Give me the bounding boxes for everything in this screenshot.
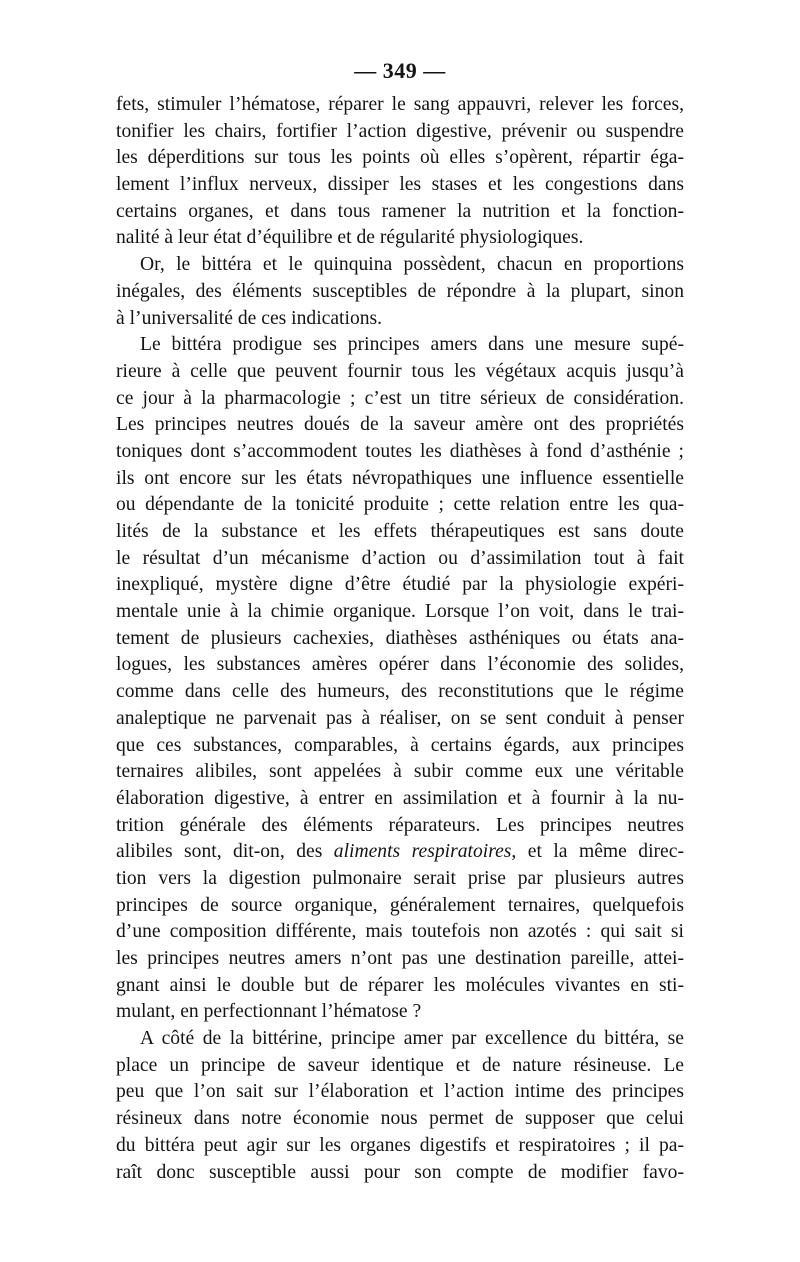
text-line: résineux dans notre économie nous permet de supposer que celui xyxy=(116,1108,684,1130)
text-line: raît donc susceptible aussi pour son compte de modifier favo- xyxy=(116,1161,684,1183)
text-line: ce jour à la pharmacologie ; c’est un titre sérieux de considération. xyxy=(116,387,684,409)
text-line: analeptique ne parvenait pas à réaliser, on se sent conduit à penser xyxy=(116,707,684,729)
text-line: les déperditions sur tous les points où elles s’opèrent, répartir éga- xyxy=(116,147,684,169)
text-line: rieure à celle que peuvent fournir tous les végétaux acquis jusqu’à xyxy=(116,360,684,382)
text-line: le résultat d’un mécanisme d’action ou d’assimilation tout à fait xyxy=(116,547,684,569)
text-line: gnant ainsi le double but de réparer les molécules vivantes en sti- xyxy=(116,974,684,996)
text-line: lement l’influx nerveux, dissiper les stases et les congestions dans xyxy=(116,174,684,196)
text-line: trition générale des éléments réparateurs. Les principes neutres xyxy=(116,814,684,836)
text-line: fets, stimuler l’hématose, réparer le sang appauvri, relever les forces, xyxy=(116,94,684,115)
text-line: toniques dont s’accommodent toutes les diathèses à fond d’asthénie ; xyxy=(116,440,684,462)
text-line: inexpliqué, mystère digne d’être étudié par la physiologie expéri- xyxy=(116,574,684,596)
text-line: peu que l’on sait sur l’élaboration et l’action intime des principes xyxy=(116,1081,684,1103)
body-text xyxy=(116,92,684,1186)
text-line: logues, les substances amères opérer dans l’économie des solides, xyxy=(116,654,684,676)
text-line: tonifier les chairs, fortifier l’action digestive, prévenir ou suspendre xyxy=(116,120,684,142)
text-line: place un principe de saveur identique et de nature résineuse. Le xyxy=(116,1054,684,1076)
text-line: nalité à leur état d’équilibre et de régularité physiologiques. xyxy=(116,227,584,249)
text-line: Le bittéra prodigue ses principes amers dans une mesure supé- xyxy=(140,334,684,356)
text-line: principes de source organique, généralement ternaires, quelquefois xyxy=(116,894,684,916)
text-line: élaboration digestive, à entrer en assimilation et à fournir à la nu- xyxy=(116,787,684,809)
text-line: Or, le bittéra et le quinquina possèdent, chacun en proportions xyxy=(140,254,684,276)
text-line: lités de la substance et les effets thérapeutiques est sans doute xyxy=(116,521,684,542)
text-line: du bittéra peut agir sur les organes digestifs et respiratoires ; il pa- xyxy=(116,1134,684,1156)
text-line: tion vers la digestion pulmonaire serait prise par plusieurs autres xyxy=(116,867,684,889)
text-line: alibiles sont, dit-on, des aliments respiratoires, et la même direc- xyxy=(116,841,684,863)
text-line: mentale unie à la chimie organique. Lorsque l’on voit, dans le trai- xyxy=(116,601,684,623)
page-number: — 349 — xyxy=(354,58,446,83)
text-line: tement de plusieurs cachexies, diathèses asthéniques ou états ana- xyxy=(116,627,684,649)
text-line: comme dans celle des humeurs, des reconstitutions que le régime xyxy=(116,681,684,703)
italic-phrase: aliments respiratoires xyxy=(333,841,512,863)
text-line: les principes neutres amers n’ont pas une destination pareille, attei- xyxy=(116,948,684,969)
text-line: ou dépendante de la tonicité produite ; cette relation entre les qua- xyxy=(116,494,684,516)
text-line: Les principes neutres doués de la saveur amère ont des propriétés xyxy=(116,414,684,436)
text-line: à l’universalité de ces indications. xyxy=(116,307,383,329)
text-line: ternaires alibiles, sont appelées à subir comme eux une véritable xyxy=(116,761,684,783)
text-line: inégales, des éléments susceptibles de répondre à la plupart, sinon xyxy=(116,280,684,302)
text-line: A côté de la bittérine, principe amer par excellence du bittéra, se xyxy=(140,1028,684,1050)
text-line: d’une composition différente, mais toutefois non azotés : qui sait si xyxy=(116,921,684,943)
text-line: mulant, en perfectionnant l’hématose ? xyxy=(116,1001,422,1023)
text-line: certains organes, et dans tous ramener la nutrition et la fonction- xyxy=(116,200,684,222)
text-line: ils ont encore sur les états névropathiques une influence essentielle xyxy=(116,467,684,489)
text-line: que ces substances, comparables, à certains égards, aux principes xyxy=(116,734,684,756)
